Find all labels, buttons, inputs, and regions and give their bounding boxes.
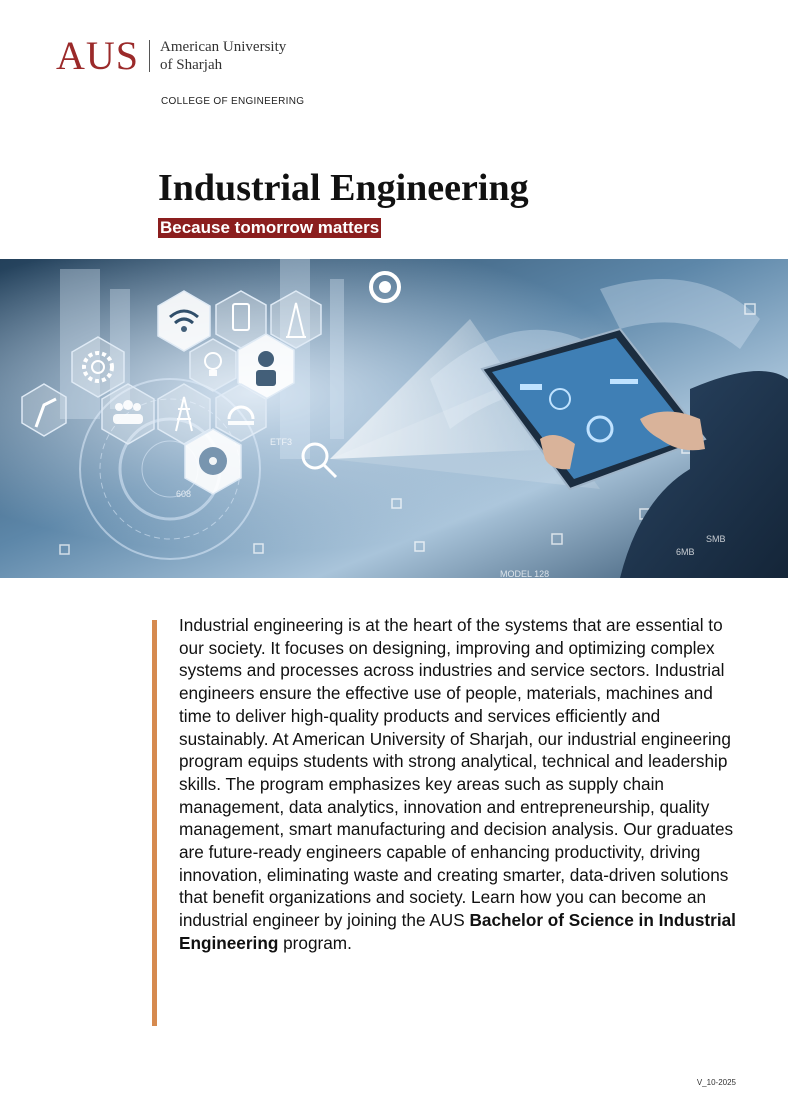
hud-label-608: 608 (176, 489, 192, 499)
accent-bar (152, 620, 157, 1026)
aus-logo (56, 33, 287, 78)
logo-divider (149, 40, 150, 72)
hud-label-6mb: 6MB (676, 547, 695, 557)
tagline: Because tomorrow matters (160, 218, 380, 237)
description-text: Industrial engineering is at the heart of the systems that are essential to our society. It focuses on designing, improving and optimizing complex systems and processes across industries and service sectors. Industrial engineers ensure the effective use of people, materials, machines and time to deliver high-quality products and services efficiently and sustainably. At American University of Sharjah, our industrial engineering program equips students with strong analytical, technical and leadership skills. The program emphasizes key areas such as supply chain management, data analytics, innovation and entrepreneurship, quality management, smart manufacturing and decision analysis. Our graduates are future-ready engineers capable of enhancing productivity, driving innovation, eliminating waste and creating smarter, data-driven solutions that benefit organizations and society. Learn how you can become an industrial engineer by joining the AUS (179, 615, 734, 931)
logo-name-line2: of Sharjah (160, 57, 223, 73)
hud-label-model: MODEL 128 (500, 569, 550, 578)
version-label: V_10-2025 (696, 1078, 736, 1087)
description-end: program. (278, 932, 352, 953)
hero-image (0, 259, 788, 578)
logo-name-line1: American University (160, 39, 287, 55)
page-title: Industrial Engineering (158, 167, 529, 209)
hud-label-etf: ETF3 (270, 437, 293, 447)
logo-university-name (160, 38, 286, 74)
logo-mark: AUS (56, 33, 140, 78)
program-description (179, 614, 739, 955)
hud-label-smb: SMB (706, 534, 726, 544)
college-name: COLLEGE OF ENGINEERING (161, 96, 305, 107)
program-name: Bachelor of Science in Industrial Engineering (179, 910, 736, 953)
